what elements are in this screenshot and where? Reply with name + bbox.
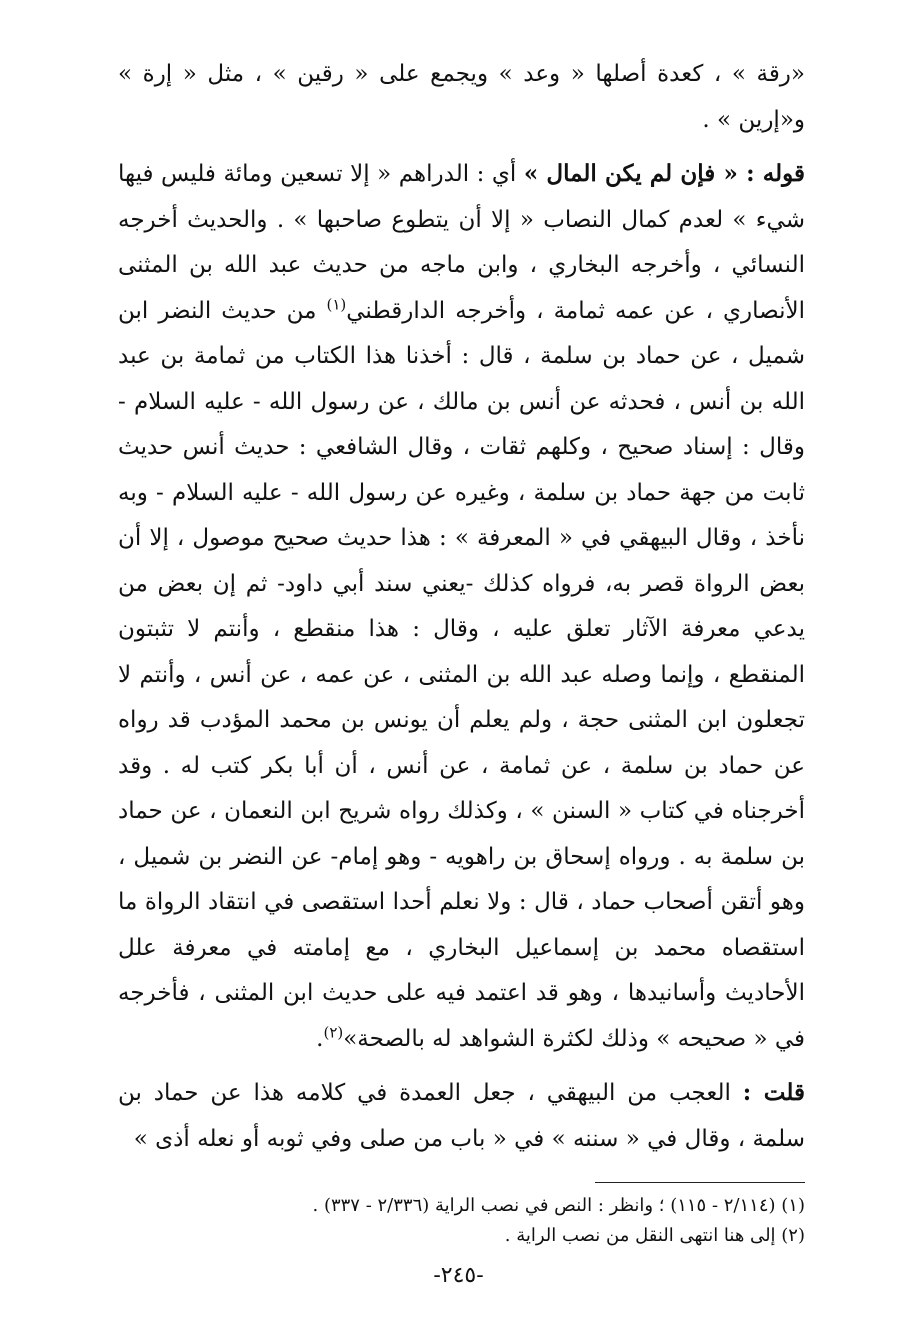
footnote-ref-2[interactable]: (٢) xyxy=(323,1022,344,1041)
paragraph-text-continued: من حديث النضر ابن شميل ، عن حماد بن سلمة ، قال : أخذنا هذا الكتاب من ثمامة بن عبد الله بن أنس ، فحدثه عن أنس بن مالك ، عن رسول الله - عليه السلام - وقال : إسناد صحيح ، وكلهم ثقات ، وقال الشافعي : حديث أنس حديث ثابت من جهة حماد بن سلمة ، وغيره عن رسول الله - عليه السلام - وبه نأخذ ، وقال البيهقي في « المعرفة » : هذا حديث صحيح موصول ، إلا أن بعض الرواة قصر به، فرواه كذلك -يعني سند أبي داود- ثم إن بعض من يدعي معرفة الآثار تعلق عليه ، وقال : هذا منقطع ، وأنتم لا تثبتون المنقطع ، وإنما وصله عبد الله بن المثنى ، عن عمه ، عن أنس ، وأنتم لا تجعلون ابن المثنى حجة ، ولم يعلم أن يونس بن محمد المؤدب قد رواه عن حماد بن سلمة ، عن ثمامة ، عن أنس ، أن أبا بكر كتب له . وقد أخرجناه في كتاب « السنن » ، وكذلك رواه شريح ابن النعمان ، عن حماد بن سلمة به . ورواه إسحاق بن راهويه - وهو إمام- عن النضر بن شميل ، وهو أتقن أصحاب حماد ، قال : ولا نعلم أحدا استقصى في انتقاد الرواة ما استقصاه محمد بن إسماعيل البخاري ، مع إمامته في معرفة علل الأحاديث وأسانيدها ، وهو قد اعتمد فيه على حديث ابن المثنى ، فأخرجه في « صحيحه » وذلك لكثرة الشواهد له بالصحة» xyxy=(118,297,805,1052)
paragraph-text: «رقة » ، كعدة أصلها « وعد » ويجمع على « رقين » ، مثل « إرة » و«إرين » . xyxy=(118,61,805,133)
paragraph-lead: قوله : « فإن لم يكن المال » xyxy=(523,160,805,187)
paragraph-main xyxy=(118,151,805,1062)
paragraph-intro xyxy=(118,52,805,143)
footnote-divider xyxy=(595,1182,805,1183)
footnote-ref-1[interactable]: (١) xyxy=(326,294,347,313)
paragraph-lead: قلت : xyxy=(742,1079,805,1106)
body-text xyxy=(118,52,805,1162)
footnote-2: (٢) إلى هنا انتهى النقل من نصب الراية . xyxy=(504,1225,805,1246)
paragraph-end: . xyxy=(316,1025,324,1052)
paragraph-comment xyxy=(118,1070,805,1162)
paragraph-text: العجب من البيهقي ، جعل العمدة في كلامه هذا عن حماد بن سلمة ، وقال في « سننه » في « باب من صلى وفي ثوبه أو نعله أذى » xyxy=(118,1080,805,1152)
footnote-1: (١) (٢/١١٤ - ١١٥) ؛ وانظر : النص في نصب الراية (٢/٣٣٦ - ٣٣٧) . xyxy=(312,1195,805,1216)
page-number: -٢٤٥- xyxy=(433,1263,484,1288)
footnotes xyxy=(118,1191,805,1251)
paragraph-text: أي : الدراهم « إلا تسعين ومائة فليس فيها شيء » لعدم كمال النصاب « إلا أن يتطوع صاحبها » . والحديث أخرجه النسائي ، وأخرجه البخاري ، وابن ماجه من حديث عبد الله بن المثنى الأنصاري ، عن عمه ثمامة ، وأخرجه الدارقطني xyxy=(118,161,805,324)
